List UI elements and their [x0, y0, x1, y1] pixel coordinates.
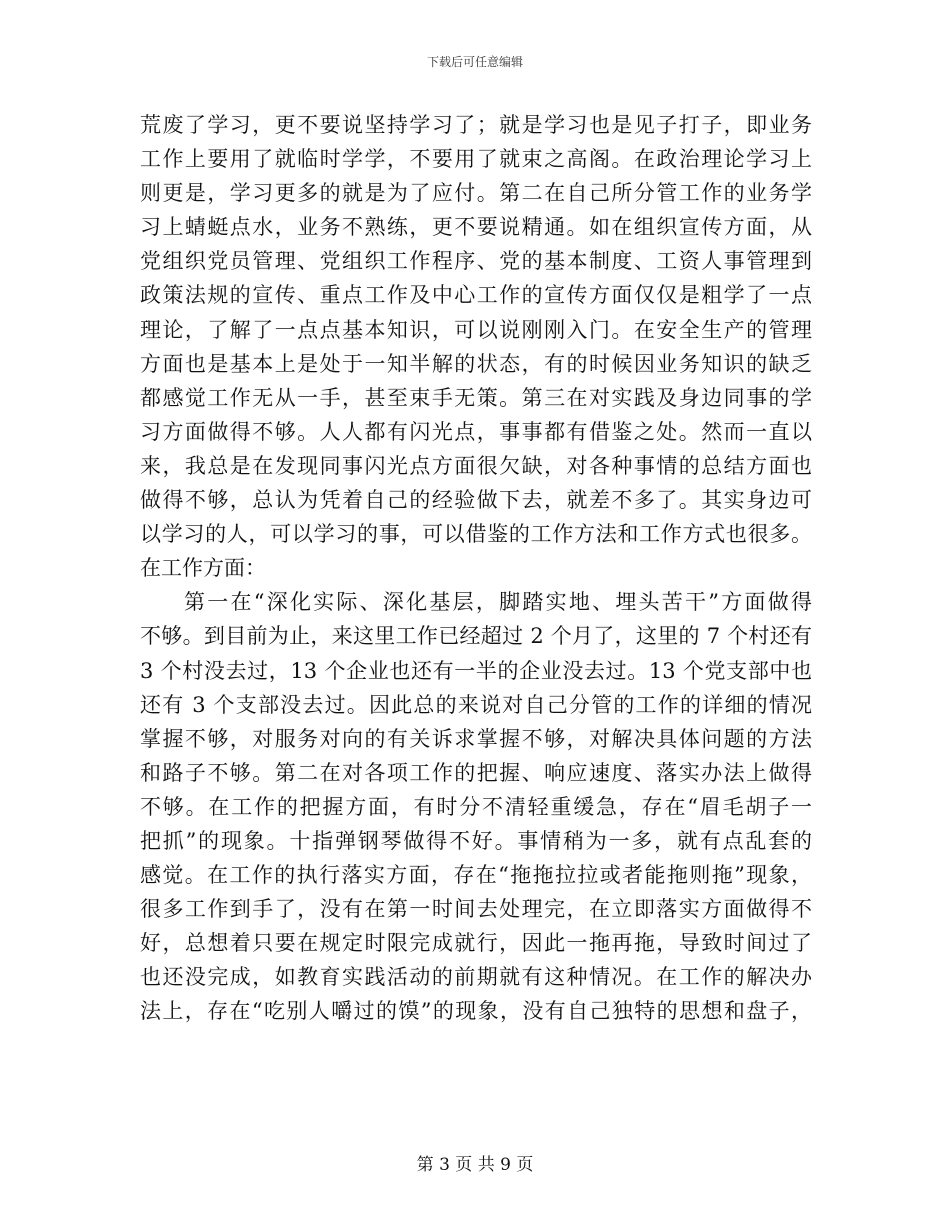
text-line: 以学习的人，可以学习的事，可以借鉴的工作方法和工作方式也很多。: [140, 522, 812, 547]
text-line: 不够。在工作的把握方面，有时分不清轻重缓急，存在“眉毛胡子一: [140, 794, 812, 819]
paragraph-start-line: 第一在“深化实际、深化基层，脚踏实地、埋头苦干”方面做得: [184, 590, 812, 615]
text-line: 3 个村没去过，13 个企业也还有一半的企业没去过。13 个党支部中也: [140, 658, 812, 683]
text-line: 把抓”的现象。十指弹钢琴做得不好。事情稍为一多，就有点乱套的: [140, 828, 812, 853]
text-line: 习上蜻蜓点水，业务不熟练，更不要说精通。如在组织宣传方面，从: [140, 215, 812, 240]
text-line: 也还没完成，如教育实践活动的前期就有这种情况。在工作的解决办: [140, 965, 812, 990]
text-line: 习方面做得不够。人人都有闪光点，事事都有借鉴之处。然而一直以: [140, 419, 812, 444]
text-line: 很多工作到手了，没有在第一时间去处理完，在立即落实方面做得不: [140, 897, 812, 922]
text-line: 理论，了解了一点点基本知识，可以说刚刚入门。在安全生产的管理: [140, 317, 812, 342]
text-line: 不够。到目前为止，来这里工作已经超过 2 个月了，这里的 7 个村还有: [140, 624, 812, 649]
text-line: 做得不够，总认为凭着自己的经验做下去，就差不多了。其实身边可: [140, 488, 812, 513]
text-line: 政策法规的宣传、重点工作及中心工作的宣传方面仅仅是粗学了一点: [140, 283, 812, 308]
text-line: 感觉。在工作的执行落实方面，存在“拖拖拉拉或者能拖则拖”现象，: [140, 863, 812, 888]
text-line: 方面也是基本上是处于一知半解的状态，有的时候因业务知识的缺乏: [140, 351, 812, 376]
text-line: 和路子不够。第二在对各项工作的把握、响应速度、落实办法上做得: [140, 760, 812, 785]
text-line: 党组织党员管理、党组织工作程序、党的基本制度、工资人事管理到: [140, 249, 812, 274]
text-line: 工作上要用了就临时学学，不要用了就束之高阁。在政治理论学习上: [140, 147, 812, 172]
text-line: 法上，存在“吃别人嚼过的馍”的现象，没有自己独特的思想和盘子，: [140, 999, 812, 1024]
page-number-footer: 第 3 页 共 9 页: [416, 1155, 534, 1175]
text-line: 来，我总是在发现同事闪光点方面很欠缺，对各种事情的总结方面也: [140, 453, 812, 478]
page-header: 下载后可任意编辑: [426, 55, 523, 69]
document-body: [140, 108, 812, 1029]
text-line: 则更是，学习更多的就是为了应付。第二在自己所分管工作的业务学: [140, 181, 812, 206]
text-line: 荒废了学习，更不要说坚持学习了；就是学习也是见子打子，即业务: [140, 113, 812, 137]
text-line: 还有 3 个支部没去过。因此总的来说对自己分管的工作的详细的情况: [140, 692, 812, 717]
text-line: 好，总想着只要在规定时限完成就行，因此一拖再拖，导致时间过了: [140, 931, 812, 956]
text-line: 掌握不够，对服务对向的有关诉求掌握不够，对解决具体问题的方法: [140, 726, 812, 751]
text-line: 都感觉工作无从一手，甚至束手无策。第三在对实践及身边同事的学: [140, 385, 812, 410]
section-heading-line: 在工作方面：: [140, 556, 266, 581]
